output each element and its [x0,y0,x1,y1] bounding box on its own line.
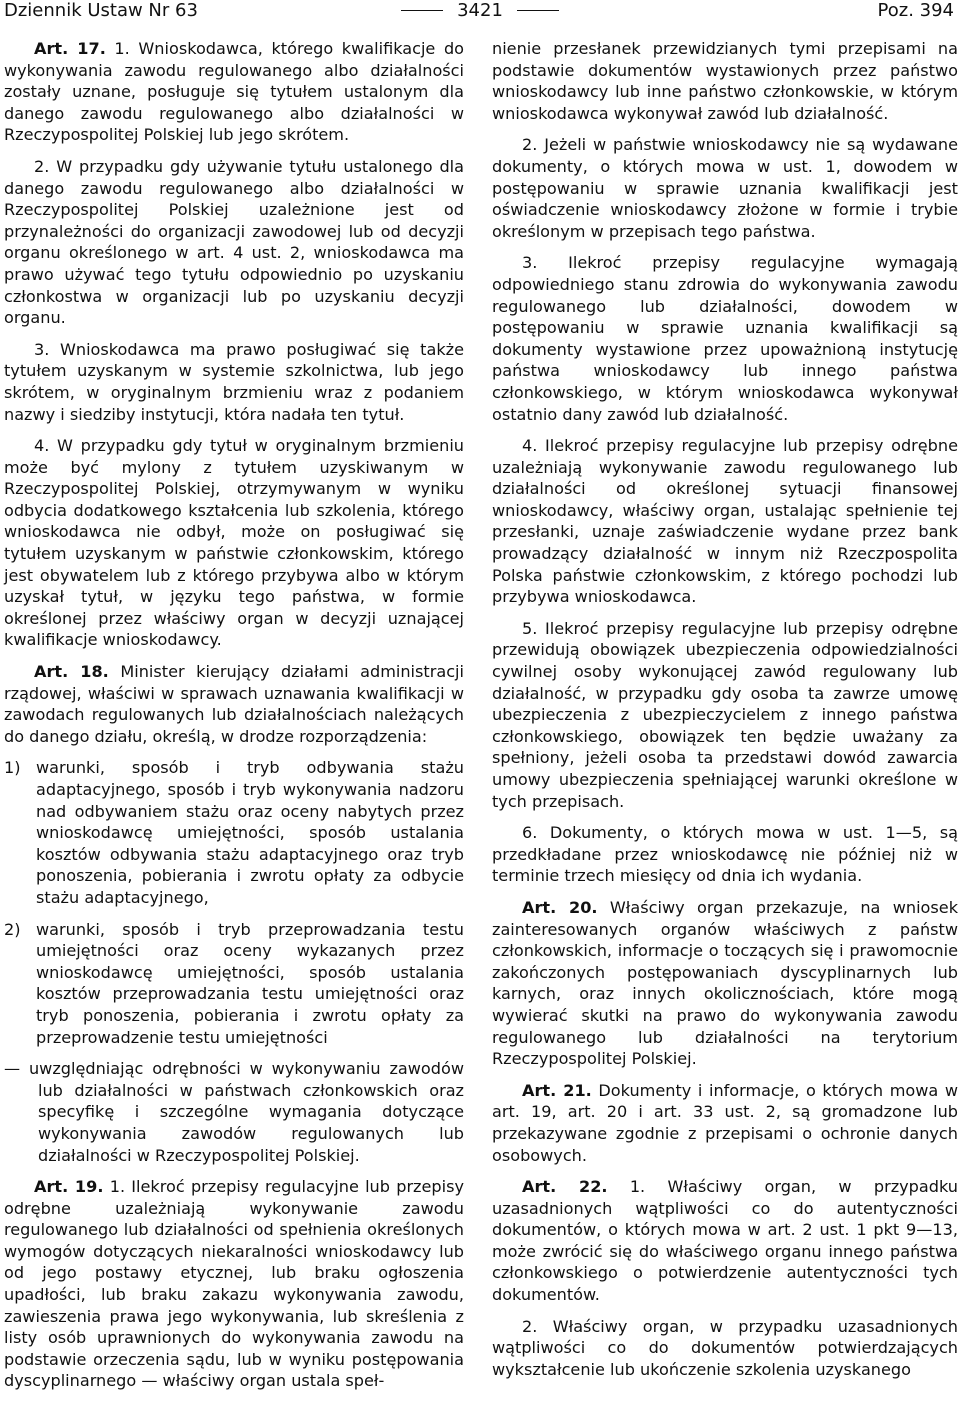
page-header [0,0,960,30]
art20-label: Art. 20. [522,897,598,917]
list-item-number: 2) [4,919,21,939]
art21-par [492,1080,958,1166]
list-item [4,757,464,908]
art18-par [4,661,464,747]
art17-par1-text: 1. Wnioskodawca, którego kwalifikacje do wykonywania zawodu regulowanego albo działalności zostały uznane, posługuje się tytułem ustalonym dla danego zawodu regulowanego albo działalności w Rzeczypospolitej Polskiej lub jego skrótem. [4,39,465,145]
art19-par1 [4,1176,464,1392]
art22-par1 [492,1176,958,1306]
right-column [492,38,958,1390]
position-number: Poz. 394 [877,0,954,21]
list-item-text: warunki, sposób i tryb przeprowadzania testu umiejętności oraz oceny wykazanych przez wnioskodawcę umiejętności, sposób ustalania kosztów przeprowadzania testu umiejętności oraz tryb ponoszenia, pobierania i zwrotu opłaty za przeprowadzenie testu umiejętności [36,919,464,1047]
dash-right [517,10,559,11]
art17-par4: 4. W przypadku gdy tytuł w oryginalnym brzmieniu może być mylony z tytułem uzyskiwanym w Rzeczypospolitej Polskiej, otrzymywanym w wyniku odbycia dodatkowego kształcenia lub szkolenia, którego wnioskodawca nie odbył, może on posługiwać się tytułem uzyskanym w państwie członkowskim, którego jest obywatelem lub z którego przybywa albo w którym uzyskał tytuł, w języku tego państwa, w formie określonej przez właściwy organ w decyzji uznającej kwalifikacje wnioskodawcy. [4,436,464,650]
art19-label: Art. 19. [34,1177,104,1197]
left-column [4,38,464,1402]
art22-par2: 2. Właściwy organ, w przypadku uzasadnionych wątpliwości co do dokumentów potwierdzających wykształcenie lub ukończenie szkolenia uzyskanego [492,1316,958,1379]
art19-par6: 6. Dokumenty, o których mowa w ust. 1—5, są przedkładane przez wnioskodawcę nie później niż w terminie trzech miesięcy od dnia ich wydania. [492,823,958,886]
art19-par1-continued: nienie przesłanek przewidzianych tymi przepisami na podstawie dokumentów wystawionych przez państwo wnioskodawcy lub inne państwo członkowskie, w którym wnioskodawca wykonywał zawód lub działalność. [492,39,958,123]
art19-par5: 5. Ilekroć przepisy regulacyjne lub przepisy odrębne przewidują obowiązek ubezpieczenia odpowiedzialności cywilnej osoby wykonującej zawód regulowany lub działalność, w przypadku gdy osoba ta zawrze umowę ubezpieczenia z ubezpieczycielem z innego państwa członkowskiego, obowiązek ten będzie uważany za spełniony, jeżeli osoba ta przedstawi dowód zawarcia umowy ubezpieczenia spełniającej warunki określone w tych przepisach. [492,618,958,811]
art21-text: Dokumenty i informacje, o których mowa w art. 19, art. 20 i art. 33 ust. 2, są gromadzone lub przekazywane zgodnie z przepisami o ochronie danych osobowych. [492,1080,959,1165]
art22-par1-text: 1. Właściwy organ, w przypadku uzasadnionych wątpliwości co do autentyczności dokumentów, o których mowa w art. 2 ust. 1 pkt 9—13, może zwrócić się do właściwego organu innego państwa członkowskiego o potwierdzenie autentyczności tych dokumentów. [492,1177,958,1305]
closing-clause: — uwzględniając odrębności w wykonywaniu zawodów lub działalności w państwach członkowskich oraz specyfikę i szczególne wymagania dotyczące wykonywania zawodów regulowanych lub działalności w Rzeczypospolitej Polskiej. [4,1059,464,1165]
art18-label: Art. 18. [34,662,109,682]
art17-par1 [4,38,464,146]
art22-label: Art. 22. [522,1177,608,1197]
art19-par4: 4. Ilekroć przepisy regulacyjne lub przepisy odrębne uzależniają wykonywanie zawodu regulowanego lub działalności od określonej sytuacji finansowej wnioskodawcy, właściwy organ, ustalając spełnienie tej przesłanki, uznaje zaświadczenie wydane przez bank prowadzący działalność w innym niż Rzeczpospolita Polska państwie członkowskim, z którego pochodzi lub przybywa wnioskodawca. [492,436,958,607]
list-item-text: warunki, sposób i tryb odbywania stażu adaptacyjnego, sposób i tryb wykonywania nadzoru nad odbywaniem stażu oraz oceny nabytych przez wnioskodawcę umiejętności, sposób ustalania kosztów odbywania stażu adaptacyjnego oraz tryb ponoszenia, pobierania i zwrotu opłaty za odbycie stażu adaptacyjnego, [36,758,464,907]
page-number-wrap [0,0,960,22]
journal-title: Dziennik Ustaw Nr 63 [4,0,198,21]
art17-label: Art. 17. [34,39,106,58]
art18-text: Minister kierujący działami administracji rządowej, właściwi w sprawach uznawania kwalifikacji w zawodach regulowanych lub działalnościach należących do danego działu, określą, w drodze rozporządzenia: [4,662,464,746]
art17-par2: 2. W przypadku gdy używanie tytułu ustalonego dla danego zawodu regulowanego albo działalności w Rzeczypospolitej Polskiej uzależnione jest od przynależności do organizacji zawodowej lub od decyzji organu określonego w art. 4 ust. 2, wnioskodawca ma prawo używać tego tytułu odpowiednio po uzyskaniu członkostwa w organizacji lub po uzyskaniu decyzji organu. [4,156,464,328]
dash-left [401,10,443,11]
art20-par [492,897,958,1070]
art21-label: Art. 21. [522,1080,592,1100]
page-number: 3421 [457,0,503,21]
art19-par3: 3. Ilekroć przepisy regulacyjne wymagają odpowiedniego stanu zdrowia do wykonywania zawodu regulowanego lub działalności, dowodem w postępowaniu w sprawie uznania kwalifikacji są dokumenty wystawione przez upoważnioną instytucję państwa wnioskodawcy lub innego państwa członkowskiego, w którym wnioskodawca wykonywał ostatnio dany zawód lub działalność. [492,253,958,424]
art20-text: Właściwy organ przekazuje, na wniosek zainteresowanych organów właściwych z państw członkowskich, informacje o toczących się i prawomocnie zakończonych postępowaniach dyscyplinarnych lub karnych, oraz innych okolicznościach, które mogą wywierać skutki na prawo do wykonywania zawodu regulowanego lub działalności na terytorium Rzeczypospolitej Polskiej. [492,897,959,1069]
art17-par3: 3. Wnioskodawca ma prawo posługiwać się także tytułem uzyskanym w systemie szkolnictwa, lub jego skrótem, w oryginalnym brzmieniu wraz z podaniem nazwy i siedziby instytucji, która nadała ten tytuł. [4,339,464,424]
list-item-number: 1) [4,758,21,778]
list-item [4,919,464,1049]
art19-par2: 2. Jeżeli w państwie wnioskodawcy nie są wydawane dokumenty, o których mowa w ust. 1, dowodem w postępowaniu w sprawie uznania kwalifikacji jest oświadczenie wnioskodawcy złożone w formie i trybie określonym w przepisach tego państwa. [492,135,958,241]
art19-par1-text: 1. Ilekroć przepisy regulacyjne lub przepisy odrębne uzależniają wykonywanie zawodu regulowanego lub działalności od spełnienia określonych wymogów dotyczących niekaralności wnioskodawcy lub od jego postawy etycznej, lub braku ogłoszenia upadłości, lub braku zakazu wykonywania zawodu, zawieszenia prawa jego wykonywania, lub skreślenia z listy osób uprawnionych do wykonywania zawodu na podstawie orzeczenia sądu, lub w wyniku postępowania dyscyplinarnego — właściwy organ ustala speł- [4,1177,465,1391]
